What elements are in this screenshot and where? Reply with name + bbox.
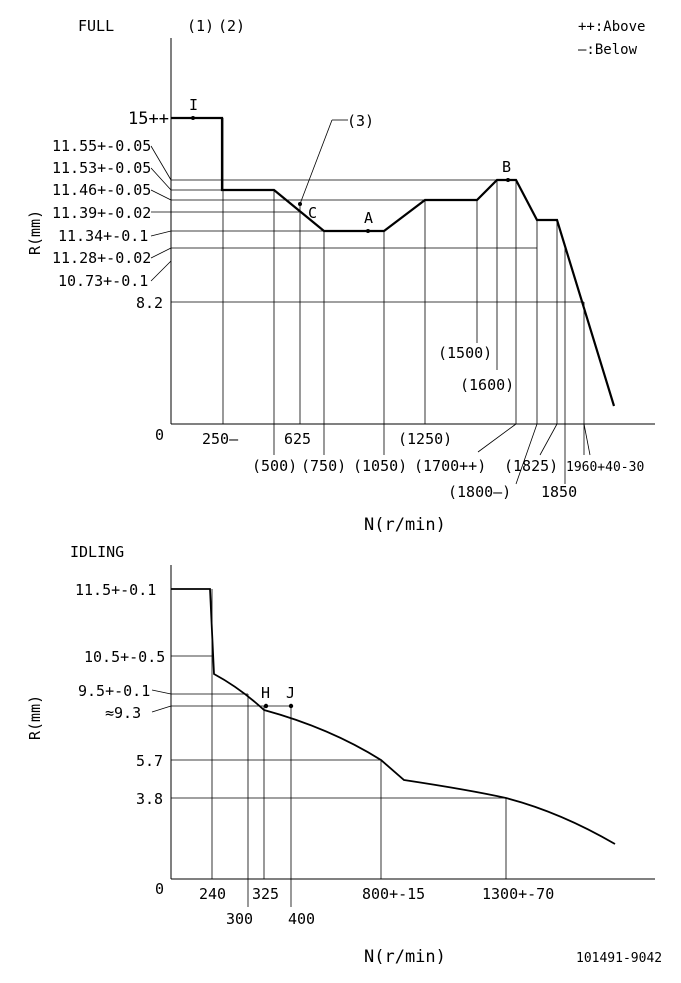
idling-x-tick-400: 400 bbox=[288, 910, 316, 928]
full-characteristic-curve bbox=[171, 118, 614, 406]
point-a-label: A bbox=[364, 209, 374, 227]
full-y-tick-11.28: 11.28+-0.02 bbox=[52, 249, 152, 267]
full-x-tick-750: (750) bbox=[301, 457, 347, 475]
point-j-marker bbox=[289, 704, 293, 708]
full-y-tick-10.73: 10.73+-0.1 bbox=[58, 272, 149, 290]
idling-x-tick-800: 800+-15 bbox=[362, 885, 426, 903]
idling-x-tick-325: 325 bbox=[252, 885, 280, 903]
full-x-tick-1500: (1500) bbox=[438, 344, 493, 362]
idling-y-tick-3.8: 3.8 bbox=[136, 790, 164, 808]
full-x-axis-label: N(r/min) bbox=[364, 515, 446, 535]
point-j-label: J bbox=[286, 684, 296, 702]
idling-y-tick-9.5: 9.5+-0.1 bbox=[78, 682, 151, 700]
full-x-tick-250: 250— bbox=[202, 430, 239, 448]
full-y-tick-15: 15++ bbox=[128, 109, 169, 129]
point-b-label: B bbox=[502, 158, 512, 176]
full-y-tick-11.46: 11.46+-0.05 bbox=[52, 181, 152, 199]
idling-y-axis-label: R(mm) bbox=[26, 694, 44, 740]
full-y-tick-11.55: 11.55+-0.05 bbox=[52, 137, 152, 155]
full-x-tick-1850: 1850 bbox=[541, 483, 578, 501]
full-y-tick-8.2: 8.2 bbox=[136, 294, 164, 312]
full-x-tick-1250: (1250) bbox=[398, 430, 453, 448]
idling-x-tick-1300: 1300+-70 bbox=[482, 885, 555, 903]
idling-x-axis-label: N(r/min) bbox=[364, 947, 446, 967]
document-number: 101491-9042 bbox=[576, 951, 663, 966]
header-1: (1) bbox=[187, 17, 215, 35]
point-i-marker bbox=[191, 116, 195, 120]
idling-characteristic-curve bbox=[171, 589, 615, 844]
full-leader-lines bbox=[151, 146, 171, 281]
legend-above: ++:Above bbox=[578, 19, 646, 35]
idling-title: IDLING bbox=[70, 543, 125, 561]
point-c-marker bbox=[298, 202, 302, 206]
header-2: (2) bbox=[218, 17, 246, 35]
full-y-tick-11.39: 11.39+-0.02 bbox=[52, 204, 152, 222]
point-b-marker bbox=[506, 178, 510, 182]
legend-below: —:Below bbox=[578, 42, 638, 58]
full-x-tick-625: 625 bbox=[284, 430, 312, 448]
point-c-label: C bbox=[308, 204, 318, 222]
idling-leader-lines bbox=[152, 690, 171, 712]
full-y-axis-label: R(mm) bbox=[26, 209, 44, 255]
full-x-tick-1800: (1800—) bbox=[448, 483, 512, 501]
idling-y-tick-5.7: 5.7 bbox=[136, 752, 164, 770]
full-x-tick-1960: 1960+40-30 bbox=[566, 460, 645, 475]
idling-y-tick-11.5: 11.5+-0.1 bbox=[75, 581, 157, 599]
idling-x-tick-300: 300 bbox=[226, 910, 254, 928]
full-x-tick-1600: (1600) bbox=[460, 376, 515, 394]
callout-3-leader bbox=[300, 120, 332, 204]
full-horizontal-guides bbox=[171, 180, 584, 302]
full-title: FULL bbox=[78, 17, 115, 35]
full-x-tick-1825: (1825) bbox=[504, 457, 559, 475]
point-h-marker bbox=[264, 704, 268, 708]
full-y-tick-11.34: 11.34+-0.1 bbox=[58, 227, 149, 245]
full-x-tick-1050: (1050) bbox=[353, 457, 408, 475]
point-h-label: H bbox=[261, 684, 271, 702]
callout-3: (3) bbox=[347, 112, 375, 130]
idling-y-tick-10.5: 10.5+-0.5 bbox=[84, 648, 166, 666]
full-x-tick-1700: (1700++) bbox=[414, 457, 487, 475]
full-y-tick-11.53: 11.53+-0.05 bbox=[52, 159, 152, 177]
full-x-leaders bbox=[478, 424, 590, 484]
full-y-tick-0: 0 bbox=[155, 426, 165, 444]
full-x-tick-500: (500) bbox=[252, 457, 298, 475]
idling-x-tick-240: 240 bbox=[199, 885, 227, 903]
idling-y-tick-0: 0 bbox=[155, 880, 165, 898]
point-a-marker bbox=[366, 229, 370, 233]
point-i-label: I bbox=[189, 96, 199, 114]
idling-y-tick-9.3: ≈9.3 bbox=[105, 704, 142, 722]
